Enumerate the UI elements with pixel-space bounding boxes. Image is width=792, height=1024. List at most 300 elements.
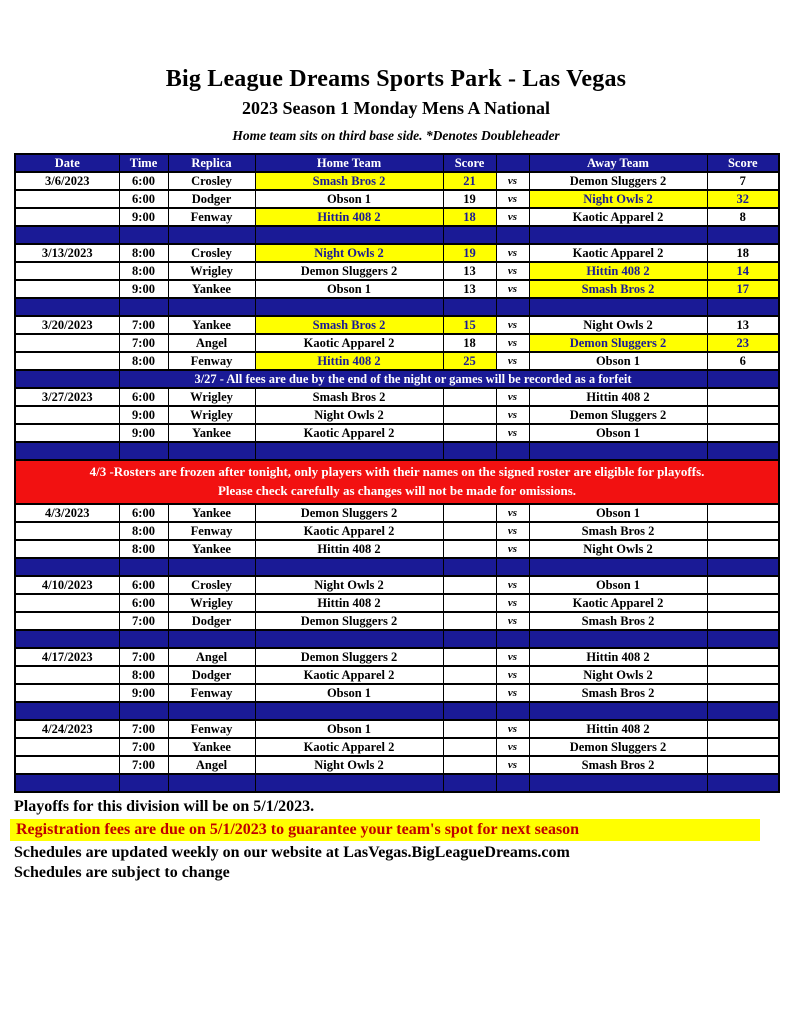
replica-cell: Crosley bbox=[168, 244, 255, 262]
home-team-cell: Hittin 408 2 bbox=[255, 208, 443, 226]
away-score-cell bbox=[707, 648, 779, 666]
vs-cell: vs bbox=[496, 576, 529, 594]
time-cell: 9:00 bbox=[119, 424, 168, 442]
away-team-cell: Smash Bros 2 bbox=[529, 756, 707, 774]
separator-cell bbox=[255, 558, 443, 576]
page-subtitle: 2023 Season 1 Monday Mens A National bbox=[241, 98, 551, 118]
separator-cell bbox=[255, 442, 443, 460]
away-score-cell bbox=[707, 594, 779, 612]
time-cell: 8:00 bbox=[119, 262, 168, 280]
header-home-score: Score bbox=[443, 154, 496, 172]
away-score-cell bbox=[707, 406, 779, 424]
separator-cell bbox=[496, 630, 529, 648]
table-row bbox=[15, 172, 779, 190]
home-team-cell: Demon Sluggers 2 bbox=[255, 648, 443, 666]
away-team-cell: Smash Bros 2 bbox=[529, 684, 707, 702]
home-score-cell bbox=[443, 720, 496, 738]
time-cell: 7:00 bbox=[119, 738, 168, 756]
rosters-banner-line: Please check carefully as changes will not be made for omissions. bbox=[217, 482, 577, 498]
time-cell: 6:00 bbox=[119, 190, 168, 208]
away-score-cell: 18 bbox=[707, 244, 779, 262]
separator-row bbox=[15, 442, 779, 460]
date-cell bbox=[15, 262, 119, 280]
separator-cell bbox=[529, 630, 707, 648]
home-score-cell: 18 bbox=[443, 208, 496, 226]
time-cell: 9:00 bbox=[119, 208, 168, 226]
home-team-cell: Kaotic Apparel 2 bbox=[255, 522, 443, 540]
away-team-cell: Demon Sluggers 2 bbox=[529, 738, 707, 756]
time-cell: 9:00 bbox=[119, 406, 168, 424]
home-score-cell: 19 bbox=[443, 244, 496, 262]
vs-cell: vs bbox=[496, 334, 529, 352]
website-note: Schedules are updated weekly on our website at LasVegas.BigLeagueDreams.com bbox=[14, 843, 570, 861]
separator-cell bbox=[707, 558, 779, 576]
separator-cell bbox=[15, 442, 119, 460]
vs-cell: vs bbox=[496, 388, 529, 406]
away-score-cell: 17 bbox=[707, 280, 779, 298]
rosters-banner-line: 4/3 -Rosters are frozen after tonight, only players with their names on the signed roster are eligible for playoffs. bbox=[89, 464, 705, 479]
vs-cell: vs bbox=[496, 738, 529, 756]
away-team-cell: Hittin 408 2 bbox=[529, 262, 707, 280]
away-score-cell bbox=[707, 576, 779, 594]
header-away-score: Score bbox=[707, 154, 779, 172]
replica-cell: Angel bbox=[168, 756, 255, 774]
separator-cell bbox=[168, 702, 255, 720]
away-team-cell: Hittin 408 2 bbox=[529, 648, 707, 666]
home-score-cell: 25 bbox=[443, 352, 496, 370]
home-team-cell: Obson 1 bbox=[255, 720, 443, 738]
separator-cell bbox=[255, 702, 443, 720]
time-cell: 7:00 bbox=[119, 334, 168, 352]
home-score-cell bbox=[443, 738, 496, 756]
time-cell: 6:00 bbox=[119, 388, 168, 406]
date-cell: 3/20/2023 bbox=[15, 316, 119, 334]
replica-cell: Angel bbox=[168, 648, 255, 666]
header-date: Date bbox=[15, 154, 119, 172]
home-score-cell bbox=[443, 424, 496, 442]
home-score-cell bbox=[443, 594, 496, 612]
vs-cell: vs bbox=[496, 316, 529, 334]
table-row bbox=[15, 334, 779, 352]
date-cell bbox=[15, 352, 119, 370]
date-cell bbox=[15, 280, 119, 298]
separator-cell bbox=[496, 298, 529, 316]
home-score-cell bbox=[443, 576, 496, 594]
time-cell: 8:00 bbox=[119, 666, 168, 684]
separator-cell bbox=[707, 226, 779, 244]
date-cell: 4/10/2023 bbox=[15, 576, 119, 594]
home-score-cell: 13 bbox=[443, 262, 496, 280]
replica-cell: Fenway bbox=[168, 720, 255, 738]
separator-row bbox=[15, 558, 779, 576]
home-team-cell: Hittin 408 2 bbox=[255, 594, 443, 612]
home-team-cell: Night Owls 2 bbox=[255, 244, 443, 262]
fees-banner-text: 3/27 - All fees are due by the end of the night or games will be recorded as a forfeit bbox=[119, 370, 707, 388]
home-team-cell: Kaotic Apparel 2 bbox=[255, 738, 443, 756]
away-team-cell: Smash Bros 2 bbox=[529, 612, 707, 630]
separator-cell bbox=[255, 298, 443, 316]
home-team-cell: Obson 1 bbox=[255, 280, 443, 298]
vs-cell: vs bbox=[496, 522, 529, 540]
time-cell: 8:00 bbox=[119, 244, 168, 262]
date-cell bbox=[15, 424, 119, 442]
table-row bbox=[15, 190, 779, 208]
time-cell: 6:00 bbox=[119, 594, 168, 612]
separator-cell bbox=[443, 630, 496, 648]
replica-cell: Crosley bbox=[168, 172, 255, 190]
away-team-cell: Obson 1 bbox=[529, 424, 707, 442]
separator-cell bbox=[443, 774, 496, 792]
home-score-cell: 15 bbox=[443, 316, 496, 334]
home-score-cell bbox=[443, 522, 496, 540]
separator-cell bbox=[707, 298, 779, 316]
away-team-cell: Smash Bros 2 bbox=[529, 280, 707, 298]
table-row bbox=[15, 208, 779, 226]
vs-cell: vs bbox=[496, 504, 529, 522]
table-row bbox=[15, 612, 779, 630]
date-cell bbox=[15, 738, 119, 756]
separator-cell bbox=[443, 226, 496, 244]
schedule-table bbox=[14, 153, 780, 793]
separator-cell bbox=[119, 630, 168, 648]
away-team-cell: Smash Bros 2 bbox=[529, 522, 707, 540]
vs-cell: vs bbox=[496, 172, 529, 190]
home-team-cell: Obson 1 bbox=[255, 190, 443, 208]
date-cell bbox=[15, 684, 119, 702]
header-vs bbox=[496, 154, 529, 172]
separator-cell bbox=[119, 558, 168, 576]
date-cell bbox=[15, 612, 119, 630]
home-team-cell: Kaotic Apparel 2 bbox=[255, 334, 443, 352]
registration-note: Registration fees are due on 5/1/2023 to guarantee your team's spot for next season bbox=[10, 819, 760, 841]
vs-cell: vs bbox=[496, 594, 529, 612]
separator-cell bbox=[707, 630, 779, 648]
separator-cell bbox=[255, 774, 443, 792]
replica-cell: Crosley bbox=[168, 576, 255, 594]
away-score-cell bbox=[707, 522, 779, 540]
date-cell: 3/13/2023 bbox=[15, 244, 119, 262]
replica-cell: Yankee bbox=[168, 540, 255, 558]
away-team-cell: Hittin 408 2 bbox=[529, 720, 707, 738]
away-score-cell: 13 bbox=[707, 316, 779, 334]
table-row bbox=[15, 522, 779, 540]
away-score-cell bbox=[707, 612, 779, 630]
separator-cell bbox=[496, 442, 529, 460]
home-team-cell: Hittin 408 2 bbox=[255, 352, 443, 370]
away-team-cell: Demon Sluggers 2 bbox=[529, 406, 707, 424]
separator-cell bbox=[529, 226, 707, 244]
time-cell: 7:00 bbox=[119, 720, 168, 738]
home-score-cell: 21 bbox=[443, 172, 496, 190]
away-score-cell: 23 bbox=[707, 334, 779, 352]
home-score-cell bbox=[443, 648, 496, 666]
home-team-cell: Obson 1 bbox=[255, 684, 443, 702]
home-team-cell: Kaotic Apparel 2 bbox=[255, 424, 443, 442]
vs-cell: vs bbox=[496, 262, 529, 280]
table-row bbox=[15, 576, 779, 594]
away-team-cell: Obson 1 bbox=[529, 504, 707, 522]
vs-cell: vs bbox=[496, 244, 529, 262]
away-team-cell: Demon Sluggers 2 bbox=[529, 172, 707, 190]
home-score-cell: 18 bbox=[443, 334, 496, 352]
away-score-cell bbox=[707, 666, 779, 684]
separator-cell bbox=[496, 774, 529, 792]
separator-cell bbox=[15, 774, 119, 792]
away-score-cell: 7 bbox=[707, 172, 779, 190]
separator-cell bbox=[168, 226, 255, 244]
separator-row bbox=[15, 774, 779, 792]
time-cell: 7:00 bbox=[119, 756, 168, 774]
table-row bbox=[15, 648, 779, 666]
home-score-cell bbox=[443, 666, 496, 684]
table-row bbox=[15, 388, 779, 406]
date-cell: 4/17/2023 bbox=[15, 648, 119, 666]
header-time: Time bbox=[119, 154, 168, 172]
away-team-cell: Hittin 408 2 bbox=[529, 388, 707, 406]
home-team-cell: Kaotic Apparel 2 bbox=[255, 666, 443, 684]
separator-cell bbox=[443, 442, 496, 460]
date-cell: 4/3/2023 bbox=[15, 504, 119, 522]
rosters-banner bbox=[15, 460, 779, 504]
home-team-cell: Smash Bros 2 bbox=[255, 316, 443, 334]
home-score-cell bbox=[443, 504, 496, 522]
vs-cell: vs bbox=[496, 352, 529, 370]
separator-cell bbox=[529, 298, 707, 316]
separator-row bbox=[15, 702, 779, 720]
playoffs-note: Playoffs for this division will be on 5/1/2023. bbox=[14, 797, 315, 815]
separator-cell bbox=[443, 298, 496, 316]
vs-cell: vs bbox=[496, 406, 529, 424]
table-row bbox=[15, 406, 779, 424]
separator-cell bbox=[15, 370, 119, 388]
separator-cell bbox=[15, 630, 119, 648]
table-row bbox=[15, 262, 779, 280]
away-team-cell: Night Owls 2 bbox=[529, 316, 707, 334]
table-row bbox=[15, 280, 779, 298]
home-score-cell bbox=[443, 684, 496, 702]
replica-cell: Wrigley bbox=[168, 406, 255, 424]
separator-cell bbox=[15, 226, 119, 244]
time-cell: 7:00 bbox=[119, 612, 168, 630]
away-score-cell: 6 bbox=[707, 352, 779, 370]
table-row bbox=[15, 352, 779, 370]
separator-cell bbox=[707, 702, 779, 720]
time-cell: 7:00 bbox=[119, 316, 168, 334]
home-score-cell bbox=[443, 406, 496, 424]
separator-cell bbox=[529, 442, 707, 460]
away-team-cell: Night Owls 2 bbox=[529, 190, 707, 208]
home-team-cell: Smash Bros 2 bbox=[255, 172, 443, 190]
separator-cell bbox=[15, 298, 119, 316]
vs-cell: vs bbox=[496, 612, 529, 630]
home-score-cell bbox=[443, 756, 496, 774]
home-score-cell: 19 bbox=[443, 190, 496, 208]
replica-cell: Wrigley bbox=[168, 594, 255, 612]
date-cell bbox=[15, 666, 119, 684]
date-cell: 4/24/2023 bbox=[15, 720, 119, 738]
away-team-cell: Obson 1 bbox=[529, 576, 707, 594]
away-team-cell: Night Owls 2 bbox=[529, 540, 707, 558]
home-score-cell bbox=[443, 612, 496, 630]
away-score-cell bbox=[707, 504, 779, 522]
date-cell bbox=[15, 406, 119, 424]
time-cell: 7:00 bbox=[119, 648, 168, 666]
date-cell: 3/27/2023 bbox=[15, 388, 119, 406]
separator-cell bbox=[119, 226, 168, 244]
time-cell: 8:00 bbox=[119, 540, 168, 558]
separator-cell bbox=[707, 442, 779, 460]
home-score-cell: 13 bbox=[443, 280, 496, 298]
table-row bbox=[15, 504, 779, 522]
vs-cell: vs bbox=[496, 540, 529, 558]
home-team-cell: Night Owls 2 bbox=[255, 406, 443, 424]
away-score-cell bbox=[707, 388, 779, 406]
away-score-cell bbox=[707, 738, 779, 756]
replica-cell: Angel bbox=[168, 334, 255, 352]
separator-cell bbox=[168, 774, 255, 792]
separator-cell bbox=[119, 774, 168, 792]
home-team-cell: Demon Sluggers 2 bbox=[255, 612, 443, 630]
separator-cell bbox=[119, 442, 168, 460]
document-header bbox=[0, 0, 792, 144]
replica-cell: Yankee bbox=[168, 738, 255, 756]
separator-row bbox=[15, 298, 779, 316]
table-header-row bbox=[15, 154, 779, 172]
separator-cell bbox=[707, 774, 779, 792]
away-score-cell: 8 bbox=[707, 208, 779, 226]
time-cell: 6:00 bbox=[119, 504, 168, 522]
away-score-cell bbox=[707, 424, 779, 442]
header-away-team: Away Team bbox=[529, 154, 707, 172]
away-team-cell: Kaotic Apparel 2 bbox=[529, 244, 707, 262]
replica-cell: Fenway bbox=[168, 208, 255, 226]
home-team-note: Home team sits on third base side. *Denotes Doubleheader bbox=[232, 128, 560, 143]
document-footer bbox=[14, 798, 792, 882]
vs-cell: vs bbox=[496, 666, 529, 684]
table-row bbox=[15, 756, 779, 774]
separator-cell bbox=[168, 630, 255, 648]
replica-cell: Yankee bbox=[168, 280, 255, 298]
separator-cell bbox=[529, 774, 707, 792]
separator-cell bbox=[707, 370, 779, 388]
away-score-cell bbox=[707, 684, 779, 702]
away-team-cell: Obson 1 bbox=[529, 352, 707, 370]
separator-cell bbox=[529, 702, 707, 720]
vs-cell: vs bbox=[496, 424, 529, 442]
replica-cell: Fenway bbox=[168, 684, 255, 702]
time-cell: 6:00 bbox=[119, 172, 168, 190]
replica-cell: Yankee bbox=[168, 504, 255, 522]
home-team-cell: Demon Sluggers 2 bbox=[255, 504, 443, 522]
subject-to-change-note: Schedules are subject to change bbox=[14, 863, 230, 881]
home-team-cell: Night Owls 2 bbox=[255, 756, 443, 774]
header-home-team: Home Team bbox=[255, 154, 443, 172]
replica-cell: Wrigley bbox=[168, 388, 255, 406]
date-cell bbox=[15, 540, 119, 558]
away-score-cell: 32 bbox=[707, 190, 779, 208]
fees-banner-row bbox=[15, 370, 779, 388]
replica-cell: Fenway bbox=[168, 352, 255, 370]
separator-cell bbox=[255, 630, 443, 648]
table-row bbox=[15, 684, 779, 702]
header-replica: Replica bbox=[168, 154, 255, 172]
date-cell bbox=[15, 522, 119, 540]
date-cell bbox=[15, 208, 119, 226]
table-row bbox=[15, 540, 779, 558]
time-cell: 9:00 bbox=[119, 684, 168, 702]
separator-cell bbox=[168, 298, 255, 316]
away-team-cell: Kaotic Apparel 2 bbox=[529, 594, 707, 612]
away-team-cell: Night Owls 2 bbox=[529, 666, 707, 684]
table-row bbox=[15, 738, 779, 756]
separator-cell bbox=[15, 558, 119, 576]
date-cell: 3/6/2023 bbox=[15, 172, 119, 190]
separator-cell bbox=[168, 442, 255, 460]
separator-cell bbox=[496, 702, 529, 720]
separator-cell bbox=[443, 558, 496, 576]
vs-cell: vs bbox=[496, 684, 529, 702]
time-cell: 9:00 bbox=[119, 280, 168, 298]
away-score-cell bbox=[707, 540, 779, 558]
away-team-cell: Kaotic Apparel 2 bbox=[529, 208, 707, 226]
vs-cell: vs bbox=[496, 720, 529, 738]
away-score-cell bbox=[707, 756, 779, 774]
separator-cell bbox=[496, 558, 529, 576]
home-team-cell: Demon Sluggers 2 bbox=[255, 262, 443, 280]
time-cell: 8:00 bbox=[119, 352, 168, 370]
separator-cell bbox=[119, 702, 168, 720]
home-team-cell: Smash Bros 2 bbox=[255, 388, 443, 406]
replica-cell: Yankee bbox=[168, 316, 255, 334]
date-cell bbox=[15, 334, 119, 352]
separator-cell bbox=[443, 702, 496, 720]
replica-cell: Dodger bbox=[168, 666, 255, 684]
table-row bbox=[15, 666, 779, 684]
vs-cell: vs bbox=[496, 190, 529, 208]
table-row bbox=[15, 594, 779, 612]
page-title: Big League Dreams Sports Park - Las Vegas bbox=[165, 66, 627, 92]
separator-cell bbox=[119, 298, 168, 316]
table-row bbox=[15, 316, 779, 334]
away-score-cell bbox=[707, 720, 779, 738]
replica-cell: Dodger bbox=[168, 612, 255, 630]
time-cell: 8:00 bbox=[119, 522, 168, 540]
table-row bbox=[15, 424, 779, 442]
separator-cell bbox=[529, 558, 707, 576]
home-score-cell bbox=[443, 540, 496, 558]
date-cell bbox=[15, 756, 119, 774]
vs-cell: vs bbox=[496, 648, 529, 666]
date-cell bbox=[15, 594, 119, 612]
rosters-banner-row bbox=[15, 460, 779, 504]
replica-cell: Yankee bbox=[168, 424, 255, 442]
home-score-cell bbox=[443, 388, 496, 406]
home-team-cell: Hittin 408 2 bbox=[255, 540, 443, 558]
vs-cell: vs bbox=[496, 208, 529, 226]
table-row bbox=[15, 244, 779, 262]
separator-cell bbox=[255, 226, 443, 244]
away-score-cell: 14 bbox=[707, 262, 779, 280]
separator-cell bbox=[168, 558, 255, 576]
separator-row bbox=[15, 226, 779, 244]
away-team-cell: Demon Sluggers 2 bbox=[529, 334, 707, 352]
home-team-cell: Night Owls 2 bbox=[255, 576, 443, 594]
vs-cell: vs bbox=[496, 756, 529, 774]
separator-cell bbox=[496, 226, 529, 244]
date-cell bbox=[15, 190, 119, 208]
table-row bbox=[15, 720, 779, 738]
vs-cell: vs bbox=[496, 280, 529, 298]
